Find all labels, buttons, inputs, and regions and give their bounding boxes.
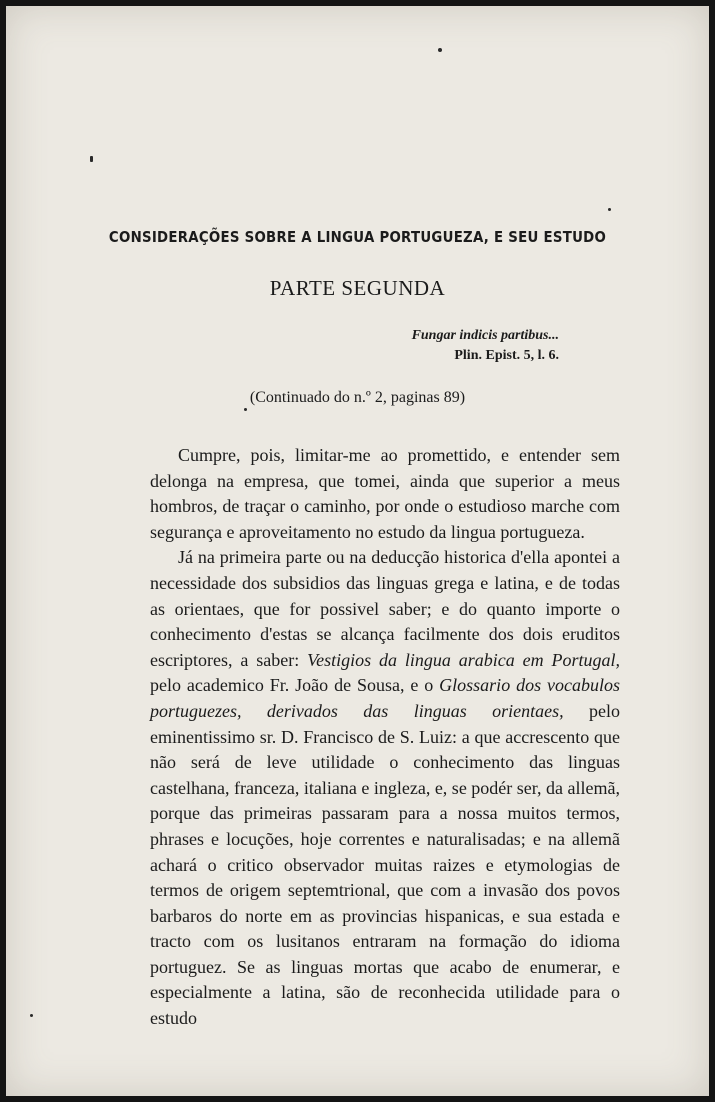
body-text xyxy=(150,443,620,1032)
paragraph-2-text-a: Já na primeira parte ou na deducção historica d'ella apontei a necessidade dos subsidios das linguas grega e latina, e de todas as orientaes, que for possivel saber; e do quanto importe o conhecimento d'estas se alcança facilmente dos dois eruditos escriptores, a saber: xyxy=(150,547,620,670)
ink-speck xyxy=(438,48,442,52)
ink-speck xyxy=(90,156,93,162)
cited-work-vestigios: Vestigios da lingua arabica em Portugal, xyxy=(307,649,620,670)
ink-speck xyxy=(30,1014,33,1017)
paragraph-2 xyxy=(150,545,620,1031)
epigraph-source: Plin. Epist. 5, l. 6. xyxy=(454,348,559,363)
part-heading: PARTE SEGUNDA xyxy=(269,276,446,300)
book-page xyxy=(6,6,709,1096)
epigraph-quote: Fungar indicis partibus... xyxy=(411,328,559,343)
ink-speck xyxy=(608,208,611,211)
article-title: CONSIDERAÇÕES SOBRE A LINGUA PORTUGUEZA, E SEU ESTUDO xyxy=(108,228,607,246)
continuation-note: (Continuado do n.º 2, paginas 89) xyxy=(249,389,466,406)
cited-work-glossario: Glossario dos vocabulos portuguezes, derivados das linguas orientaes, xyxy=(150,675,620,721)
epigraph xyxy=(412,326,559,366)
ink-speck xyxy=(244,408,247,411)
paragraph-1: Cumpre, pois, limitar-me ao promettido, e entender sem delonga na empresa, que tomei, ainda que superior a meus hombros, de traçar o caminho, por onde o estudioso marche com segurança e aproveitamento no estudo da lingua portugueza. xyxy=(150,445,620,542)
paragraph-2-text-b: pelo academico Fr. João de Sousa, e o xyxy=(150,675,440,696)
paragraph-2-text-c: pelo eminentissimo sr. D. Francisco de S. Luiz: a que accrescento que não será de leve utilidade o conhecimento das linguas castelhana, franceza, italiana e ingleza, e, se podér ser, da allemã, porque das primeiras passaram para a nossa muitos termos, phrases e locuções, hoje correntes e naturalisadas; e na allemã achará o critico observador muitas raizes e etymologias de termos de origem septemtrional, que com a invasão dos povos barbaros do norte em as provincias hispanicas, e sua estada e tracto com os lusitanos entraram na formação do idioma portuguez. Se as linguas mortas que acabo de enumerar, e especialmente a latina, são de reconhecida utilidade para o estudo xyxy=(150,700,621,1029)
